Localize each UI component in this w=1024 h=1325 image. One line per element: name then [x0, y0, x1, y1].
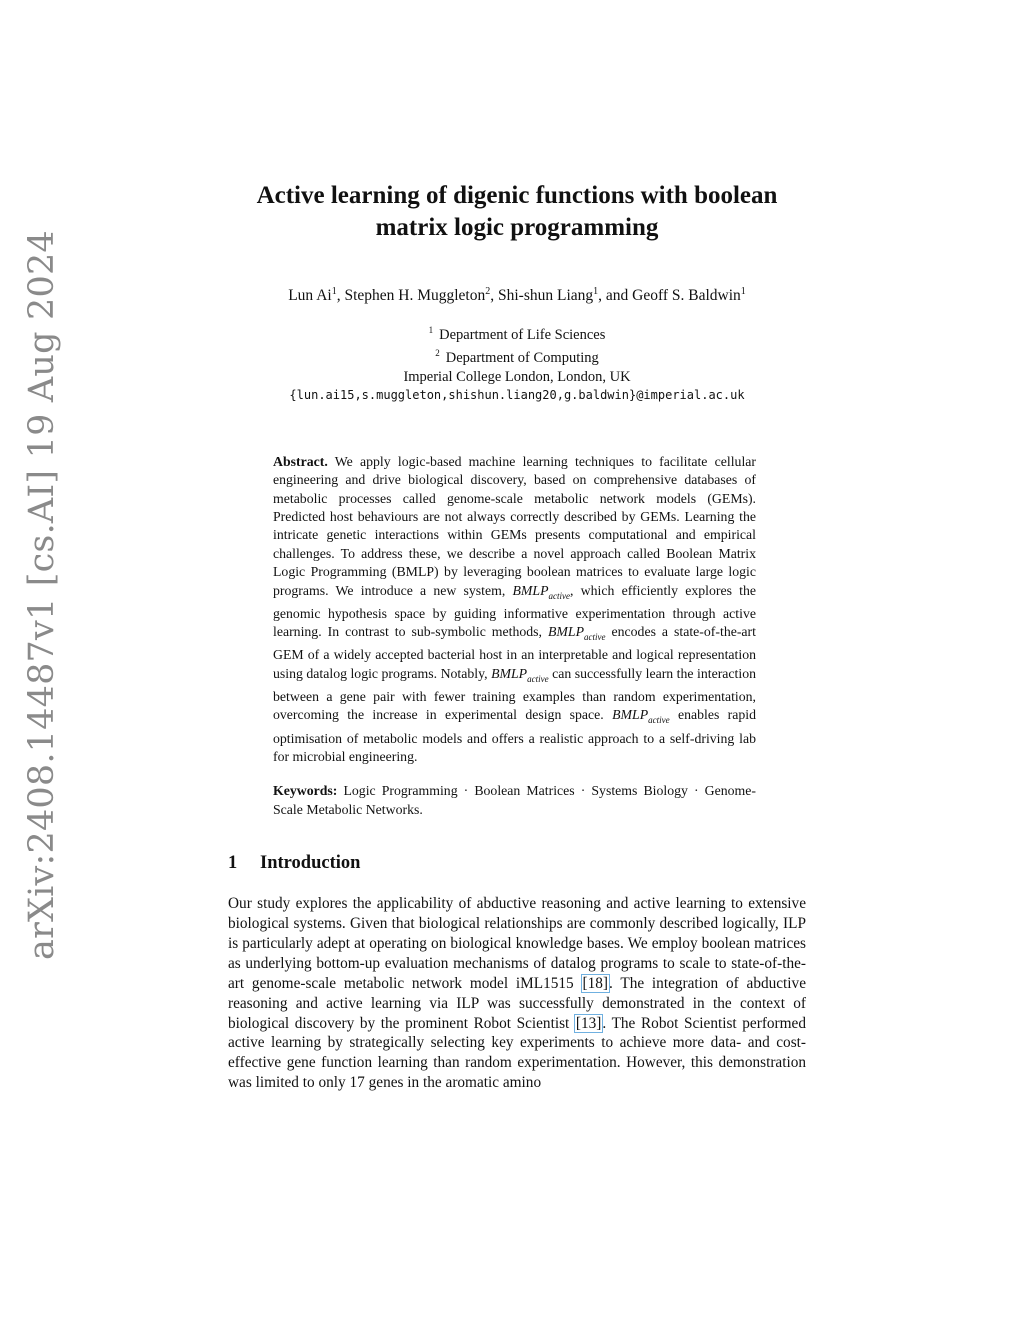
abstract-text: encodes a state-of-the-art GEM of a widely accepted bacterial host in an interpretable and logical representation using datalog logic programs. Notably, [273, 624, 756, 681]
author-name: Geoff S. Baldwin [632, 287, 741, 305]
affiliation-number: 2 [435, 348, 440, 359]
citation-link[interactable]: [13] [575, 1014, 602, 1032]
author-affiliation-mark: 1 [331, 286, 337, 297]
author-separator: , [490, 287, 498, 305]
paper-title: Active learning of digenic functions with boolean matrix logic programming [256, 182, 778, 241]
author-affiliation-mark: 2 [485, 286, 491, 297]
body-text: . The integration of abductive reasoning and active learning via ILP was successfully demonstrated in the context of biological discovery by the prominent Robot Scientist [228, 974, 806, 1032]
abstract-text: We apply logic-based machine learning techniques to facilitate cellular engineering and drive biological discovery, based on comprehensive databases of metabolic processes called genome-scale metabolic network models (GEMs). Predicted host behaviours are not always correctly described by GEMs. Learning the intricate genetic interactions within GEMs presents computational and empirical challenges. To address these, we describe a novel approach called Boolean Matrix Logic Programming (BMLP) by leveraging boolean matrices to evaluate large logic programs. We introduce a new system, [273, 453, 757, 598]
system-name-base: BMLP [547, 624, 585, 640]
affiliation-block [228, 321, 806, 405]
paper-page [228, 180, 806, 1093]
citation-link[interactable]: [18] [582, 974, 608, 992]
system-name-base: BMLP [612, 707, 649, 723]
author-affiliation-mark: 1 [740, 286, 746, 297]
author-emails: {lun.ai15,s.muggleton,shishun.liang20,g.baldwin}@imperial.ac.uk [289, 388, 745, 403]
section-number: 1 [228, 853, 238, 874]
abstract-block [273, 453, 756, 767]
system-name-subscript: active [584, 631, 606, 642]
keywords-text: Logic Programming · Boolean Matrices · Systems Biology · Genome-Scale Metabolic Networks. [273, 783, 756, 817]
system-name [547, 624, 606, 642]
author-affiliation-mark: 1 [593, 286, 599, 297]
system-name-subscript: active [527, 673, 549, 684]
arxiv-identifier-stamp: arXiv:2408.14487v1 [cs.AI] 19 Aug 2024 [22, 230, 62, 960]
body-text: . The Robot Scientist performed active learning by strategically selecting key experiments to achieve more data- and cost-effective gene function learning than random experimentation. However, this demonstration was limited to only 17 genes in the aromatic amino [228, 1014, 806, 1092]
author-name: Lun Ai [288, 287, 332, 305]
affiliation-line [228, 321, 806, 344]
body-text: Our study explores the applicability of abductive reasoning and active learning to extensive biological systems. Given that biological relationships are commonly described logically, ILP is particularly adept at operating on biological knowledge bases. We employ boolean matrices as underlying bottom-up evaluation mechanisms of datalog programs to scale to state-of-the-art genome-scale metabolic network model iML1515 [228, 895, 806, 992]
abstract-text: enables rapid optimisation of metabolic models and offers a realistic approach to a self-driving lab for microbial engineering. [273, 707, 756, 764]
system-name [512, 582, 571, 601]
author-name: Stephen H. Muggleton [344, 287, 486, 305]
system-name-subscript: active [548, 590, 571, 601]
author-separator: , and [598, 287, 633, 305]
affiliation-text: Department of Computing [445, 350, 599, 367]
affiliation-number: 1 [428, 325, 434, 336]
system-name [491, 665, 549, 684]
affiliation-text: Department of Life Sciences [439, 326, 606, 343]
author-name: Shi-shun Liang [497, 287, 594, 305]
abstract-text: , which efficiently explores the genomic hypothesis space by guiding informative experimentation through active learning. In contrast to sub-symbolic methods, [273, 582, 756, 640]
system-name-base: BMLP [512, 582, 549, 598]
institution-line: Imperial College London, London, UK [403, 368, 631, 385]
keywords-block [273, 782, 756, 819]
abstract-text: can successfully learn the interaction between a gene pair with fewer training examples than random experimentation, overcoming the increase in experimental design space. [273, 665, 756, 723]
affiliation-line [228, 344, 806, 367]
author-separator: , [336, 287, 345, 305]
keywords-label: Keywords: [273, 783, 338, 799]
section-title: Introduction [260, 853, 361, 874]
abstract-label: Abstract. [273, 453, 328, 469]
author-list [228, 286, 806, 305]
system-name-subscript: active [648, 715, 670, 726]
system-name [612, 707, 670, 726]
system-name-base: BMLP [491, 665, 528, 681]
section-heading-introduction [228, 853, 806, 874]
introduction-paragraph [228, 894, 806, 1093]
